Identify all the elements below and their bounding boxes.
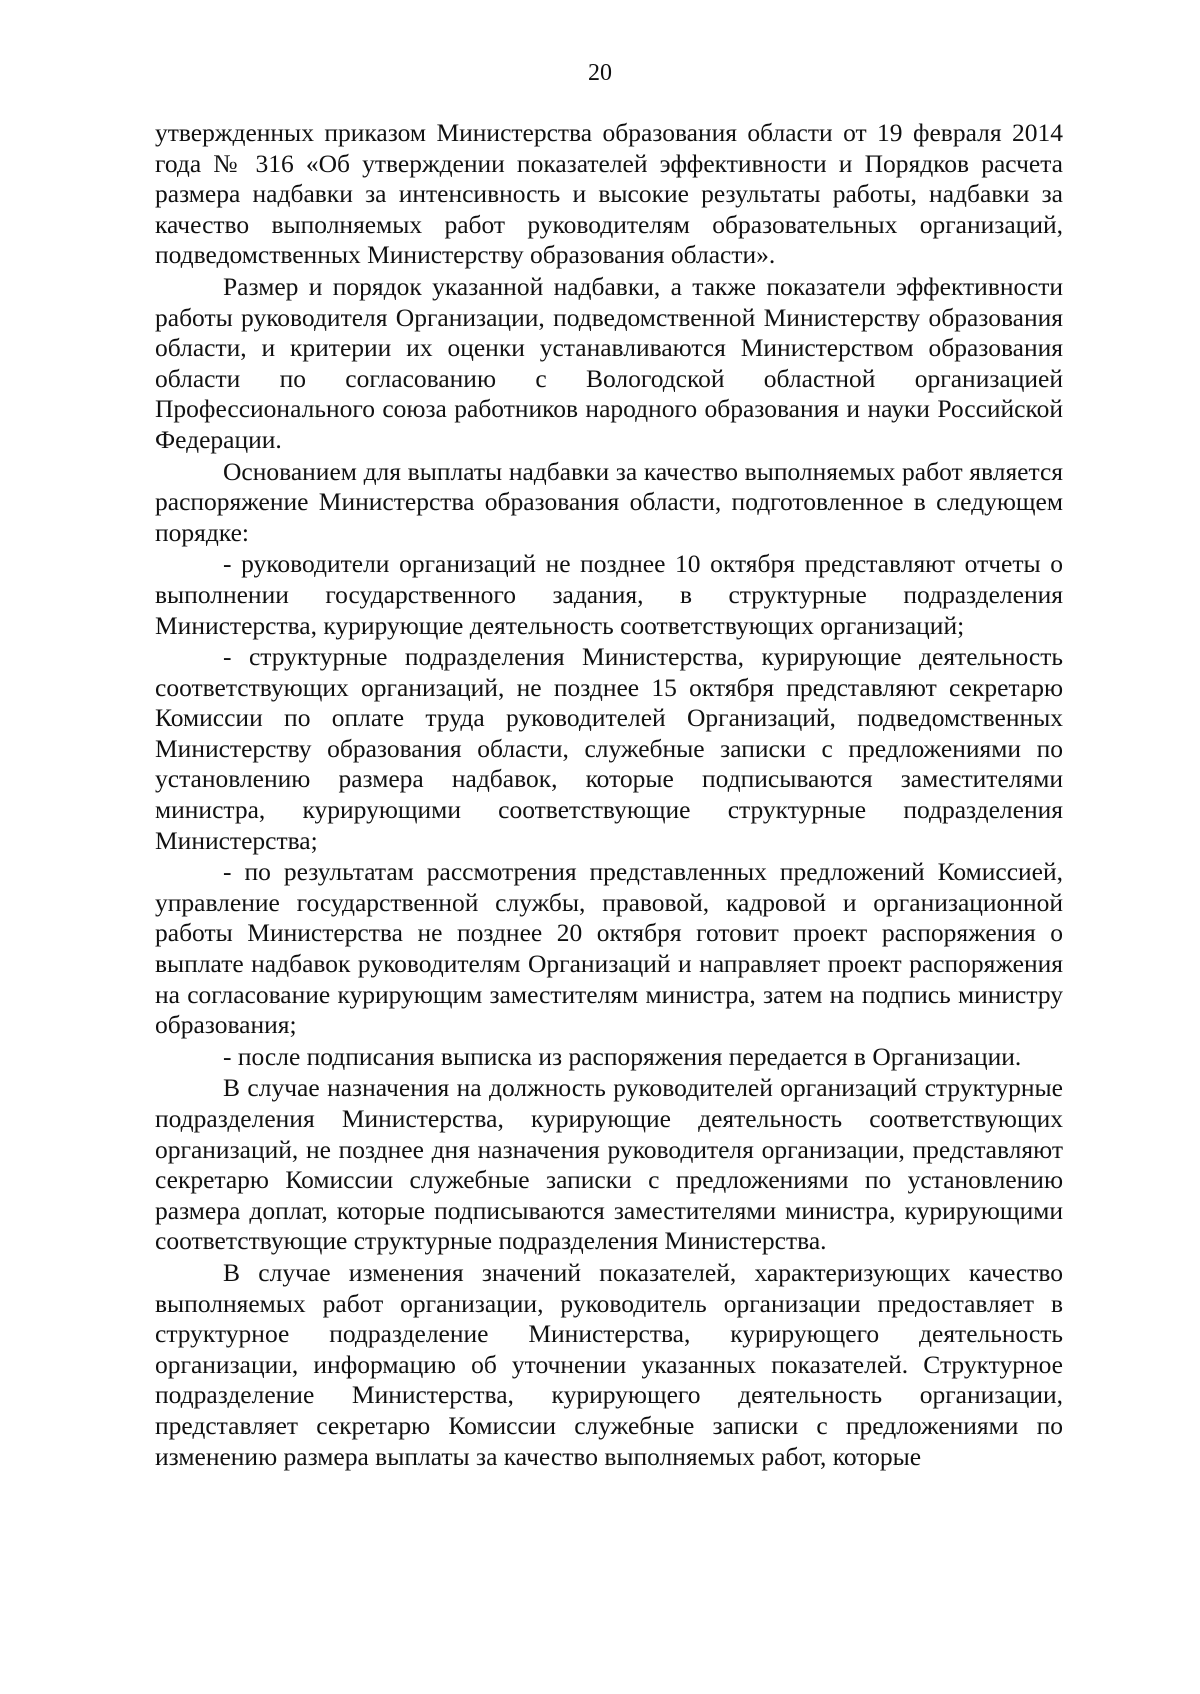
paragraph-1: утвержденных приказом Министерства образования области от 19 февраля 2014 года № 316 «Об утверждении показателей эффективности и Порядков расчета размера надбавки за интенсивность и высокие результаты работы, надбавки за качество выполняемых работ руководителям образовательных организаций, подведомственных Министерству образования области». (155, 118, 1063, 270)
list-item-1: - руководители организаций не позднее 10 октября представляют отчеты о выполнении государственного задания, в структурные подразделения Министерства, курирующие деятельность соответствующих организаций; (155, 549, 1063, 640)
document-body (155, 118, 1063, 1472)
paragraph-4: В случае назначения на должность руководителей организаций структурные подразделения Министерства, курирующие деятельность соответствующих организаций, не позднее дня назначения руководителя организации, представляют секретарю Комиссии служебные записки с предложениями по установлению размера доплат, которые подписываются заместителями министра, курирующими соответствующие структурные подразделения Министерства. (155, 1073, 1063, 1256)
list-item-3: - по результатам рассмотрения представленных предложений Комиссией, управление государственной службы, правовой, кадровой и организационной работы Министерства не позднее 20 октября готовит проект распоряжения о выплате надбавок руководителям Организаций и направляет проект распоряжения на согласование курирующим заместителям министра, затем на подпись министру образования; (155, 857, 1063, 1040)
page-number: 20 (588, 60, 612, 86)
paragraph-2: Размер и порядок указанной надбавки, а также показатели эффективности работы руководителя Организации, подведомственной Министерству образования области, и критерии их оценки устанавливаются Министерством образования области по согласованию с Вологодской областной организацией Профессионального союза работников народного образования и науки Российской Федерации. (155, 271, 1063, 454)
paragraph-3: Основанием для выплаты надбавки за качество выполняемых работ является распоряжение Министерства образования области, подготовленное в следующем порядке: (155, 456, 1063, 547)
list-item-4: - после подписания выписка из распоряжения передается в Организации. (223, 1041, 1022, 1071)
list-item-2: - структурные подразделения Министерства, курирующие деятельность соответствующих организаций, не позднее 15 октября представляют секретарю Комиссии по оплате труда руководителей Организаций, подведомственных Министерству образования области, служебные записки с предложениями по установлению размера надбавок, которые подписываются заместителями министра, курирующими соответствующие структурные подразделения Министерства; (155, 642, 1063, 855)
paragraph-5: В случае изменения значений показателей, характеризующих качество выполняемых работ организации, руководитель организации предоставляет в структурное подразделение Министерства, курирующего деятельность организации, информацию об уточнении указанных показателей. Структурное подразделение Министерства, курирующего деятельность организации, представляет секретарю Комиссии служебные записки с предложениями по изменению размера выплаты за качество выполняемых работ, которые (155, 1257, 1063, 1471)
